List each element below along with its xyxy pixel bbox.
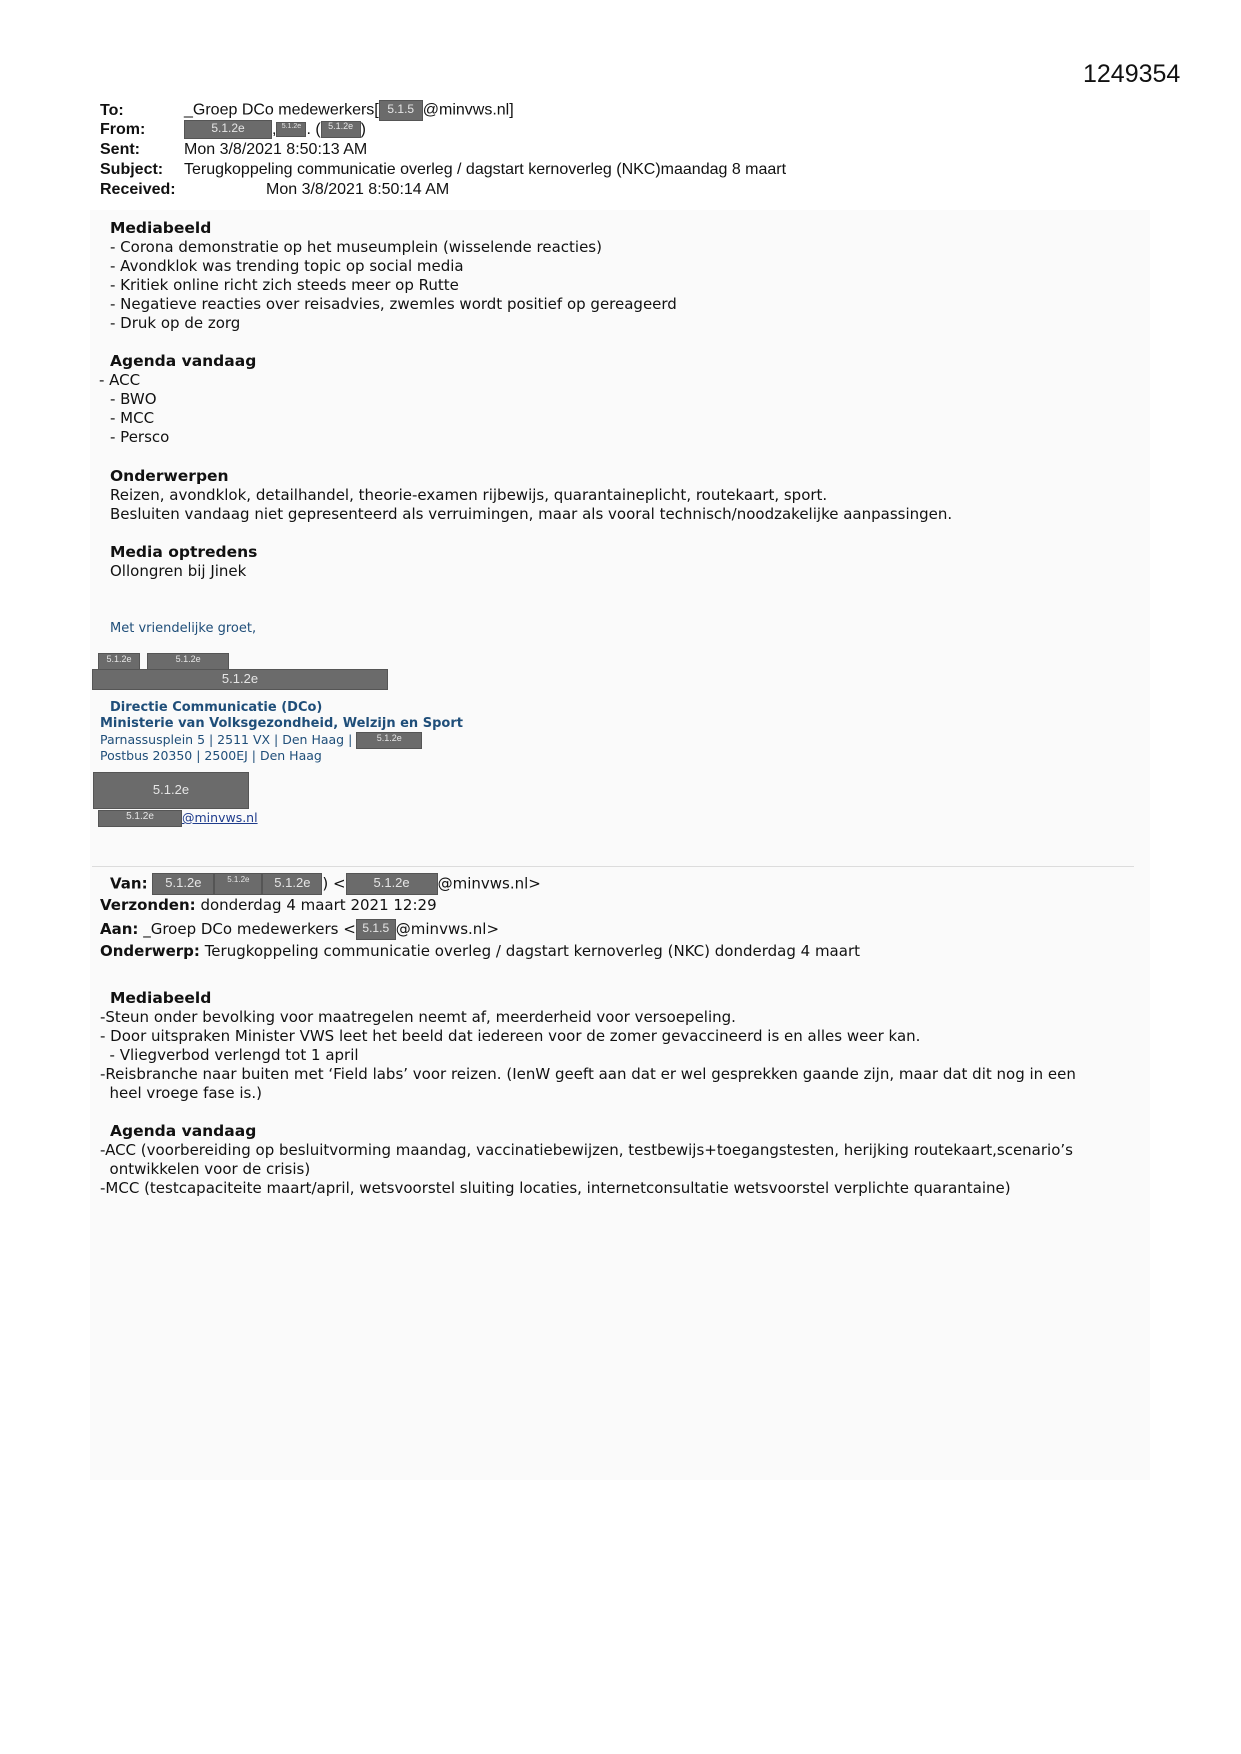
aan-pre: _Groep DCo medewerkers < bbox=[143, 920, 356, 938]
signature-address-2: Postbus 20350 | 2500EJ | Den Haag bbox=[100, 748, 322, 763]
signature-dept: Directie Communicatie (DCo) bbox=[110, 700, 323, 715]
signature-ministry: Ministerie van Volksgezondheid, Welzijn en Sport bbox=[100, 716, 463, 731]
address-line: Parnassusplein 5 | 2511 VX | Den Haag | bbox=[100, 732, 353, 747]
text-line: -Steun onder bevolking voor maatregelen neemt af, meerderheid voor versoepeling. bbox=[100, 1008, 736, 1026]
section-heading: Mediabeeld bbox=[110, 989, 212, 1007]
list-item: - MCC bbox=[110, 409, 155, 427]
agenda-section-2 bbox=[100, 1122, 1073, 1198]
text-line: - Door uitspraken Minister VWS leet het beeld dat iedereen voor de zomer gevaccineerd is en alles weer kan. bbox=[100, 1027, 921, 1045]
aan-row bbox=[100, 919, 499, 940]
text-line: Reizen, avondklok, detailhandel, theorie-examen rijbewijs, quarantaineplicht, routekaart, sport. bbox=[110, 486, 828, 504]
email-separator bbox=[92, 866, 1134, 867]
redaction-box: 5.1.2e bbox=[98, 810, 182, 827]
section-heading: Mediabeeld bbox=[110, 219, 212, 237]
text-line: - Vliegverbod verlengd tot 1 april bbox=[100, 1046, 359, 1064]
list-item: - BWO bbox=[110, 390, 157, 408]
van-row bbox=[110, 873, 541, 895]
redaction-box: 5.1.2e bbox=[214, 873, 262, 895]
to-label: To: bbox=[100, 101, 124, 119]
section-heading: Agenda vandaag bbox=[110, 1122, 257, 1140]
from-sep: . ( bbox=[306, 121, 321, 138]
signature-greeting: Met vriendelijke groet, bbox=[110, 621, 257, 636]
signature-redactions-row bbox=[98, 651, 229, 670]
media-optredens-section bbox=[110, 543, 257, 581]
section-heading: Onderwerpen bbox=[110, 467, 229, 485]
section-heading: Media optredens bbox=[110, 543, 258, 561]
from-sep: , bbox=[272, 121, 277, 138]
subject-row bbox=[100, 160, 786, 180]
text-line: Besluiten vandaag niet gepresenteerd als verruimingen, maar als vooral technisch/noodzakelijke aanpassingen. bbox=[110, 505, 953, 523]
sent-row bbox=[100, 140, 367, 160]
redaction-box: 5.1.5 bbox=[379, 100, 423, 121]
sent-value: Mon 3/8/2021 8:50:13 AM bbox=[184, 141, 368, 158]
signature-redaction-wide bbox=[92, 669, 388, 690]
redaction-box: 5.1.2e bbox=[262, 873, 322, 895]
aan-label: Aan: bbox=[100, 920, 139, 938]
from-close: ) bbox=[360, 121, 366, 138]
onderwerp-row bbox=[100, 942, 860, 961]
signature-email bbox=[98, 810, 258, 827]
redaction-box: 5.1.2e bbox=[92, 669, 388, 690]
list-item: - ACC bbox=[99, 371, 141, 389]
van-mid: ) < bbox=[322, 874, 346, 893]
mediabeeld-section bbox=[110, 219, 677, 333]
list-item: - Negatieve reacties over reisadvies, zwemles wordt positief op gereageerd bbox=[110, 295, 677, 313]
redaction-box: 5.1.2e bbox=[184, 120, 272, 139]
aan-post: @minvws.nl> bbox=[395, 920, 500, 938]
subject-value: Terugkoppeling communicatie overleg / dagstart kernoverleg (NKC)maandag 8 maart bbox=[184, 161, 787, 178]
redaction-box: 5.1.2e bbox=[147, 653, 229, 670]
text-line: Ollongren bij Jinek bbox=[110, 562, 247, 580]
section-heading: Agenda vandaag bbox=[110, 352, 257, 370]
redaction-box: 5.1.2e bbox=[356, 732, 422, 749]
redaction-box: 5.1.2e bbox=[276, 122, 306, 137]
list-item: - Druk op de zorg bbox=[110, 314, 241, 332]
van-label: Van: bbox=[110, 874, 148, 893]
to-value-pre: _Groep DCo medewerkers[ bbox=[184, 101, 379, 119]
mediabeeld-section-2 bbox=[100, 989, 1076, 1103]
text-line: -MCC (testcapaciteite maart/april, wetsvoorstel sluiting locaties, internetconsultatie wetsvoorstel verplichte quarantaine) bbox=[100, 1179, 1011, 1197]
redaction-box: 5.1.2e bbox=[152, 873, 214, 895]
verzonden-label: Verzonden: bbox=[100, 896, 196, 914]
van-post: @minvws.nl> bbox=[437, 874, 541, 893]
list-item: - Persco bbox=[110, 428, 170, 446]
subject-label: Subject: bbox=[100, 161, 164, 178]
redaction-box: 5.1.2e bbox=[321, 121, 361, 138]
received-value: Mon 3/8/2021 8:50:14 AM bbox=[266, 181, 450, 198]
text-line: heel vroege fase is.) bbox=[100, 1084, 262, 1102]
text-line: ontwikkelen voor de crisis) bbox=[100, 1160, 311, 1178]
redaction-box: 5.1.2e bbox=[98, 653, 140, 670]
received-label: Received: bbox=[100, 181, 176, 198]
from-label: From: bbox=[100, 121, 146, 138]
redaction-box: 5.1.2e bbox=[346, 873, 438, 895]
from-row bbox=[100, 120, 366, 140]
signature-email-link[interactable]: @minvws.nl bbox=[182, 810, 258, 825]
list-item: - Kritiek online richt zich steeds meer op Rutte bbox=[110, 276, 459, 294]
document-number: 1249354 bbox=[1083, 60, 1181, 88]
agenda-section bbox=[99, 352, 257, 447]
list-item: - Avondklok was trending topic op social media bbox=[110, 257, 464, 275]
signature-address-1 bbox=[100, 732, 422, 749]
received-row bbox=[100, 180, 449, 200]
text-line: -Reisbranche naar buiten met ‘Field labs’ voor reizen. (IenW geeft aan dat er wel gesprekken gaande zijn, maar dat dit nog in een bbox=[100, 1065, 1076, 1083]
sent-label: Sent: bbox=[100, 141, 140, 158]
to-value-post: @minvws.nl] bbox=[422, 101, 514, 119]
to-row bbox=[100, 100, 514, 121]
onderwerp-label: Onderwerp: bbox=[100, 942, 200, 960]
onderwerpen-section bbox=[110, 467, 952, 524]
redaction-box: 5.1.2e bbox=[93, 772, 249, 809]
list-item: - Corona demonstratie op het museumplein (wisselende reacties) bbox=[110, 238, 602, 256]
text-line: -ACC (voorbereiding op besluitvorming maandag, vaccinatiebewijzen, testbewijs+toegangstesten, herijking routekaart,scenario’s bbox=[100, 1141, 1073, 1159]
redaction-box: 5.1.5 bbox=[356, 919, 396, 940]
verzonden-row bbox=[100, 896, 437, 915]
onderwerp-value: Terugkoppeling communicatie overleg / dagstart kernoverleg (NKC) donderdag 4 maart bbox=[204, 942, 860, 960]
verzonden-value: donderdag 4 maart 2021 12:29 bbox=[200, 896, 437, 914]
signature-redaction-block bbox=[93, 772, 249, 809]
